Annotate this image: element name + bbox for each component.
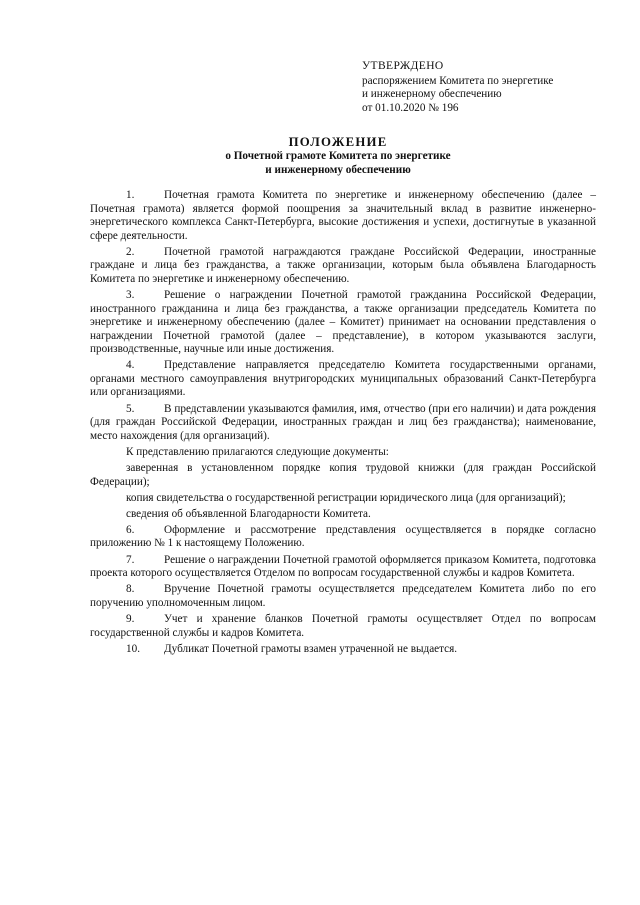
document-heading xyxy=(90,135,586,177)
paragraph-text: Почетная грамота Комитета по энергетике и инженерному обеспечению (далее – Почетная грамота) является формой поощрения за значительный вклад в развитие инженерно-энергетического комплекса Санкт-Петербурга, высокие достижения и успехи, достигнутые в указанной сфере деятельности. xyxy=(90,189,596,242)
document-body xyxy=(90,189,596,659)
approval-date: от 01.10.2020 № 196 xyxy=(362,101,459,114)
paragraph-text: Представление направляется председателю Комитета государственными органами, органами местного самоуправления внутригородских муниципальных образований Санкт-Петербурга или организациями. xyxy=(90,359,596,399)
document-title: ПОЛОЖЕНИЕ xyxy=(288,135,388,149)
document-subtitle: о Почетной грамоте Комитета по энергетике xyxy=(225,150,451,162)
paragraph-number: 10. xyxy=(126,642,140,655)
attachment-item: сведения об объявленной Благодарности Комитета. xyxy=(126,507,371,520)
paragraph xyxy=(90,554,596,581)
paragraph xyxy=(90,189,596,243)
paragraph-text: Решение о награждении Почетной грамотой оформляется приказом Комитета, подготовка проекта которого осуществляется Отделом по вопросам государственной службы и кадров Комитета. xyxy=(90,553,596,580)
paragraph xyxy=(90,359,596,400)
paragraph-number: 8. xyxy=(126,583,135,596)
paragraph-number: 6. xyxy=(126,523,135,536)
paragraph-number: 2. xyxy=(126,245,135,258)
attachments-intro: К представлению прилагаются следующие документы: xyxy=(126,445,389,458)
paragraph-text: Решение о награждении Почетной грамотой гражданина Российской Федерации, иностранного гражданина и лица без гражданства, а также организации председатель Комитета по энергетике и инженерному обеспечению (далее – Комитет) принимает на основании представления о награждении Почетной грамотой (далее – представление), в котором указываются заслуги, производственные, научные или иные достижения. xyxy=(90,289,596,356)
paragraph-number: 4. xyxy=(126,359,135,372)
paragraph-text: Учет и хранение бланков Почетной грамоты осуществляет Отдел по вопросам государственной службы и кадров Комитета. xyxy=(90,612,596,639)
paragraph xyxy=(90,613,596,640)
paragraph-number: 9. xyxy=(126,612,135,625)
paragraph xyxy=(90,524,596,551)
paragraph xyxy=(90,643,596,657)
paragraph-text: В представлении указываются фамилия, имя, отчество (при его наличии) и дата рождения (для граждан Российской Федерации, иностранных граждан и лиц без гражданства); наименование, место нахождения (для организаций). xyxy=(90,402,596,442)
attachment-item: заверенная в установленном порядке копия трудовой книжки (для граждан Российской Федерации); xyxy=(90,461,596,488)
paragraph-text: Почетной грамотой награждаются граждане Российской Федерации, иностранные граждане и лица без гражданства, а также организации, которым была объявлена Благодарность Комитета по энергетике и инженерному обеспечению. xyxy=(90,245,596,285)
paragraph-number: 1. xyxy=(126,189,135,201)
paragraph xyxy=(90,246,596,287)
paragraph-text: Оформление и рассмотрение представления осуществляется в порядке согласно приложению № 1 к настоящему Положению. xyxy=(90,523,596,550)
paragraph-number: 5. xyxy=(126,402,135,415)
paragraph-number: 3. xyxy=(126,289,135,302)
paragraph-number: 7. xyxy=(126,553,135,566)
approval-stamp xyxy=(362,60,622,115)
paragraph-text: Вручение Почетной грамоты осуществляется председателем Комитета либо по его поручению уполномоченным лицом. xyxy=(90,583,596,609)
attachment-item: копия свидетельства о государственной регистрации юридического лица (для организаций); xyxy=(126,491,566,504)
approval-line: и инженерному обеспечению xyxy=(362,88,502,101)
paragraph-text: Дубликат Почетной грамоты взамен утраченной не выдается. xyxy=(164,642,458,655)
document-subtitle: и инженерному обеспечению xyxy=(265,163,411,176)
approval-title: УТВЕРЖДЕНО xyxy=(362,60,444,72)
paragraph xyxy=(90,403,596,444)
paragraph xyxy=(90,583,596,610)
paragraph xyxy=(90,289,596,357)
approval-line: распоряжением Комитета по энергетике xyxy=(362,74,554,87)
